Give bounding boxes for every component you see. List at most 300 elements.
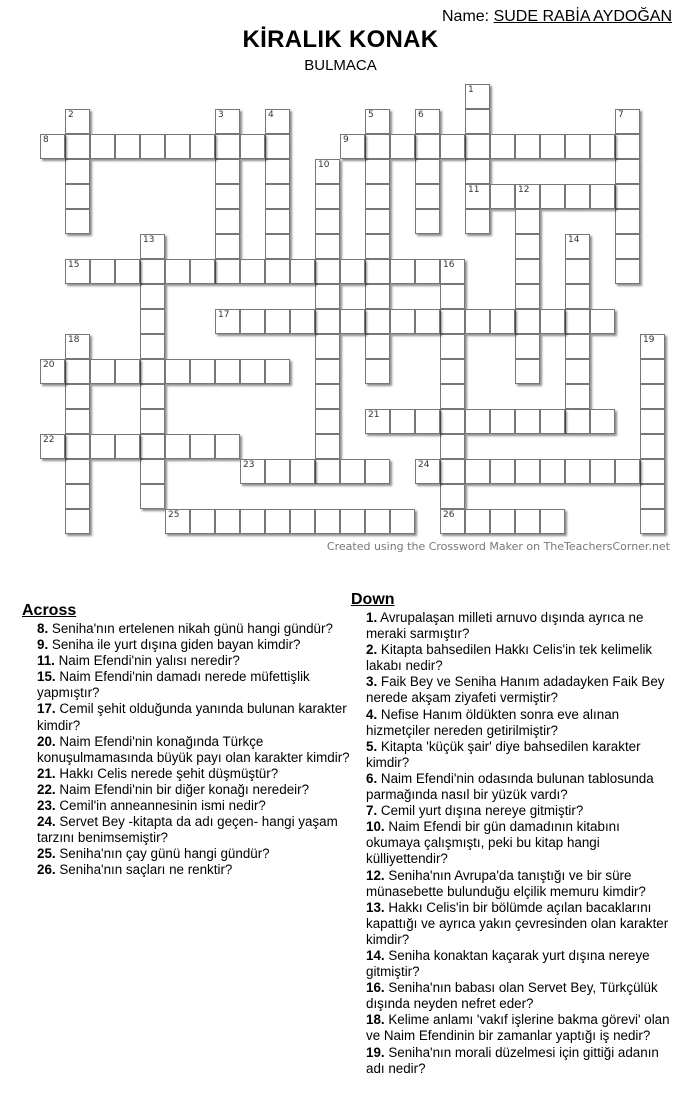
grid-cell[interactable]	[115, 359, 140, 384]
clue-text: Servet Bey -kitapta da adı geçen- hangi yaşam tarzını benimsemiştir?	[37, 814, 338, 846]
clue-text: Cemil şehit olduğunda yanında bulunan karakter kimdir?	[37, 701, 347, 733]
grid-cell[interactable]	[190, 259, 215, 284]
grid-cell[interactable]	[140, 284, 165, 309]
grid-cell[interactable]	[315, 384, 340, 409]
grid-cell[interactable]	[640, 409, 665, 434]
clue-number: 4.	[366, 706, 378, 722]
grid-cell[interactable]	[40, 359, 65, 384]
cell-number: 3	[218, 110, 224, 120]
grid-cell[interactable]	[415, 134, 440, 159]
grid-cell[interactable]	[490, 309, 515, 334]
clue-text: Avrupalaşan milleti arnuvo dışında ayrıca ne meraki sarmıştır?	[366, 610, 644, 642]
grid-cell[interactable]	[440, 384, 465, 409]
grid-cell[interactable]	[365, 459, 390, 484]
grid-cell[interactable]	[140, 384, 165, 409]
grid-cell[interactable]	[215, 109, 240, 134]
grid-cell[interactable]	[565, 459, 590, 484]
grid-cell[interactable]	[390, 259, 415, 284]
grid-cell[interactable]	[315, 309, 340, 334]
clue-number: 8.	[37, 621, 49, 636]
grid-cell[interactable]	[90, 359, 115, 384]
grid-cell[interactable]	[90, 259, 115, 284]
grid-cell[interactable]	[365, 184, 390, 209]
grid-cell[interactable]	[240, 359, 265, 384]
grid-cell[interactable]	[515, 234, 540, 259]
grid-cell[interactable]	[340, 259, 365, 284]
clue-text: Seniha'nın saçları ne renktir?	[55, 862, 233, 878]
cell-number: 8	[43, 135, 49, 145]
cell-number: 19	[643, 335, 655, 345]
grid-cell[interactable]	[415, 459, 440, 484]
grid-cell[interactable]	[490, 184, 515, 209]
grid-cell[interactable]	[265, 309, 290, 334]
clue-text: Nefise Hanım öldükten sonra eve alınan hizmetçiler nereden getirilmiştir?	[366, 706, 620, 738]
grid-cell[interactable]	[65, 509, 90, 534]
grid-cell[interactable]	[515, 334, 540, 359]
grid-cell[interactable]	[215, 209, 240, 234]
grid-cell[interactable]	[565, 134, 590, 159]
cell-number: 4	[268, 110, 274, 120]
grid-cell[interactable]	[415, 109, 440, 134]
down-clue	[351, 739, 676, 771]
clue-number: 16.	[366, 980, 385, 996]
across-clue	[22, 701, 352, 733]
grid-cell[interactable]	[315, 434, 340, 459]
clue-text: Seniha'nın çay günü hangi gündür?	[55, 846, 270, 862]
across-clue	[22, 653, 352, 669]
grid-cell[interactable]	[440, 434, 465, 459]
grid-cell[interactable]	[215, 309, 240, 334]
clue-number: 14.	[366, 947, 385, 963]
clue-text: Faik Bey ve Seniha Hanım adadayken Faik Bey nerede akşam ziyafeti vermiştir?	[366, 674, 665, 706]
grid-cell[interactable]	[240, 259, 265, 284]
grid-cell[interactable]	[615, 134, 640, 159]
grid-cell[interactable]	[190, 359, 215, 384]
grid-cell[interactable]	[515, 184, 540, 209]
grid-cell[interactable]	[140, 259, 165, 284]
grid-cell[interactable]	[615, 184, 640, 209]
grid-cell[interactable]	[265, 259, 290, 284]
grid-cell[interactable]	[565, 359, 590, 384]
cell-number: 26	[443, 510, 455, 520]
grid-cell[interactable]	[365, 109, 390, 134]
grid-cell[interactable]	[440, 134, 465, 159]
clue-text: Seniha'nın morali düzelmesi için gittiği adanın adı nedir?	[366, 1044, 659, 1076]
down-clue	[351, 948, 676, 980]
grid-cell[interactable]	[90, 134, 115, 159]
cell-number: 15	[68, 260, 80, 270]
grid-cell[interactable]	[590, 409, 615, 434]
grid-cell[interactable]	[140, 134, 165, 159]
across-clue	[22, 814, 352, 846]
clue-number: 12.	[366, 867, 385, 883]
cell-number: 10	[318, 160, 330, 170]
grid-cell[interactable]	[140, 434, 165, 459]
grid-cell[interactable]	[540, 509, 565, 534]
grid-cell[interactable]	[265, 209, 290, 234]
grid-cell[interactable]	[515, 459, 540, 484]
grid-cell[interactable]	[165, 259, 190, 284]
grid-cell[interactable]	[540, 409, 565, 434]
grid-cell[interactable]	[465, 134, 490, 159]
grid-cell[interactable]	[465, 459, 490, 484]
grid-cell[interactable]	[65, 484, 90, 509]
across-clue	[22, 637, 352, 653]
crossword-grid	[0, 0, 681, 540]
grid-cell[interactable]	[40, 434, 65, 459]
grid-cell[interactable]	[390, 509, 415, 534]
down-clue	[351, 819, 676, 867]
across-clue	[22, 669, 352, 701]
down-clue	[351, 771, 676, 803]
clue-text: Hakkı Celis nerede şehit düşmüştür?	[55, 765, 279, 781]
grid-cell[interactable]	[365, 259, 390, 284]
grid-cell[interactable]	[315, 234, 340, 259]
grid-cell[interactable]	[165, 359, 190, 384]
grid-cell[interactable]	[565, 409, 590, 434]
grid-cell[interactable]	[390, 134, 415, 159]
grid-cell[interactable]	[515, 359, 540, 384]
cell-number: 25	[168, 510, 180, 520]
clue-number: 11.	[37, 653, 55, 669]
cell-number: 14	[568, 235, 580, 245]
grid-cell[interactable]	[640, 509, 665, 534]
clue-number: 10.	[366, 819, 385, 835]
cell-number: 23	[243, 460, 255, 470]
clue-text: Naim Efendi'nin damadı nerede müfettişlik yapmıştır?	[37, 669, 310, 701]
grid-cell[interactable]	[315, 459, 340, 484]
grid-cell[interactable]	[240, 459, 265, 484]
grid-cell[interactable]	[315, 259, 340, 284]
grid-cell[interactable]	[415, 209, 440, 234]
cell-number: 17	[218, 310, 230, 320]
grid-cell[interactable]	[465, 184, 490, 209]
page-subtitle: BULMACA	[304, 57, 377, 74]
grid-cell[interactable]	[565, 334, 590, 359]
grid-cell[interactable]	[290, 309, 315, 334]
grid-cell[interactable]	[365, 509, 390, 534]
grid-cell[interactable]	[190, 434, 215, 459]
grid-cell[interactable]	[465, 159, 490, 184]
grid-cell[interactable]	[515, 134, 540, 159]
grid-cell[interactable]	[115, 259, 140, 284]
grid-cell[interactable]	[215, 359, 240, 384]
grid-cell[interactable]	[440, 334, 465, 359]
grid-cell[interactable]	[415, 159, 440, 184]
grid-cell[interactable]	[265, 109, 290, 134]
grid-cell[interactable]	[365, 234, 390, 259]
grid-cell[interactable]	[590, 309, 615, 334]
grid-cell[interactable]	[440, 484, 465, 509]
grid-cell[interactable]	[640, 359, 665, 384]
grid-cell[interactable]	[165, 434, 190, 459]
grid-cell[interactable]	[615, 459, 640, 484]
grid-cell[interactable]	[615, 109, 640, 134]
grid-cell[interactable]	[615, 209, 640, 234]
grid-cell[interactable]	[240, 309, 265, 334]
grid-cell[interactable]	[490, 409, 515, 434]
grid-cell[interactable]	[65, 109, 90, 134]
cell-number: 12	[518, 185, 530, 195]
cell-number: 21	[368, 410, 380, 420]
grid-cell[interactable]	[165, 134, 190, 159]
grid-cell[interactable]	[315, 284, 340, 309]
clue-number: 21.	[37, 765, 56, 781]
grid-cell[interactable]	[65, 434, 90, 459]
grid-cell[interactable]	[115, 134, 140, 159]
grid-cell[interactable]	[140, 484, 165, 509]
grid-cell[interactable]	[440, 359, 465, 384]
grid-cell[interactable]	[540, 309, 565, 334]
grid-cell[interactable]	[615, 159, 640, 184]
grid-cell[interactable]	[465, 209, 490, 234]
grid-cell[interactable]	[65, 184, 90, 209]
down-heading: Down	[351, 591, 395, 608]
grid-cell[interactable]	[365, 409, 390, 434]
grid-cell[interactable]	[215, 184, 240, 209]
clue-text: Seniha konaktan kaçarak yurt dışına nereye gitmiştir?	[366, 947, 650, 980]
grid-cell[interactable]	[415, 309, 440, 334]
clue-number: 23.	[37, 798, 56, 814]
grid-cell[interactable]	[590, 184, 615, 209]
grid-cell[interactable]	[540, 134, 565, 159]
grid-cell[interactable]	[640, 384, 665, 409]
grid-cell[interactable]	[465, 509, 490, 534]
grid-cell[interactable]	[415, 259, 440, 284]
grid-cell[interactable]	[365, 159, 390, 184]
down-clue-list	[351, 610, 676, 1077]
grid-cell[interactable]	[340, 309, 365, 334]
grid-cell[interactable]	[390, 309, 415, 334]
clue-number: 26.	[37, 862, 56, 878]
grid-cell[interactable]	[565, 284, 590, 309]
cell-number: 22	[43, 435, 55, 445]
grid-cell[interactable]	[65, 359, 90, 384]
grid-cell[interactable]	[65, 259, 90, 284]
grid-cell[interactable]	[215, 509, 240, 534]
grid-cell[interactable]	[240, 509, 265, 534]
grid-cell[interactable]	[265, 359, 290, 384]
grid-cell[interactable]	[65, 459, 90, 484]
clue-text: Cemil'in anneannesinin ismi nedir?	[55, 798, 266, 814]
grid-cell[interactable]	[240, 134, 265, 159]
clue-text: Kelime anlamı 'vakıf işlerine bakma görevi' olan ve Naim Efendinin bir zamanlar yaptığı iş nedir?	[366, 1012, 670, 1044]
grid-cell[interactable]	[365, 284, 390, 309]
grid-cell[interactable]	[640, 459, 665, 484]
grid-cell[interactable]	[515, 209, 540, 234]
down-clue	[351, 1045, 676, 1077]
grid-cell[interactable]	[65, 384, 90, 409]
grid-cell[interactable]	[440, 459, 465, 484]
grid-cell[interactable]	[90, 434, 115, 459]
grid-cell[interactable]	[190, 509, 215, 534]
down-clue	[351, 900, 676, 948]
grid-cell[interactable]	[440, 309, 465, 334]
grid-cell[interactable]	[340, 459, 365, 484]
grid-cell[interactable]	[590, 459, 615, 484]
grid-cell[interactable]	[515, 409, 540, 434]
cell-number: 24	[418, 460, 430, 470]
across-clue	[22, 766, 352, 782]
grid-cell[interactable]	[340, 509, 365, 534]
grid-cell[interactable]	[640, 434, 665, 459]
clue-number: 25.	[37, 846, 56, 862]
down-clue	[351, 1012, 676, 1044]
grid-cell[interactable]	[215, 434, 240, 459]
cell-number: 5	[368, 110, 374, 120]
cell-number: 9	[343, 135, 349, 145]
grid-cell[interactable]	[440, 409, 465, 434]
grid-cell[interactable]	[415, 184, 440, 209]
grid-cell[interactable]	[65, 209, 90, 234]
grid-cell[interactable]	[265, 459, 290, 484]
grid-cell[interactable]	[215, 234, 240, 259]
grid-cell[interactable]	[40, 134, 65, 159]
grid-cell[interactable]	[365, 359, 390, 384]
grid-cell[interactable]	[390, 409, 415, 434]
across-clue	[22, 734, 352, 766]
grid-cell[interactable]	[140, 409, 165, 434]
grid-cell[interactable]	[315, 409, 340, 434]
grid-cell[interactable]	[140, 334, 165, 359]
grid-cell[interactable]	[515, 509, 540, 534]
grid-cell[interactable]	[65, 134, 90, 159]
down-clue	[351, 674, 676, 706]
grid-cell[interactable]	[215, 134, 240, 159]
grid-cell[interactable]	[565, 309, 590, 334]
grid-cell[interactable]	[165, 509, 190, 534]
grid-cell[interactable]	[190, 134, 215, 159]
cell-number: 20	[43, 360, 55, 370]
grid-cell[interactable]	[315, 334, 340, 359]
clue-number: 15.	[37, 669, 56, 685]
clue-text: Naim Efendi'nin konağında Türkçe konuşulmamasında büyük payı olan karakter kimdir?	[37, 733, 350, 765]
grid-cell[interactable]	[515, 284, 540, 309]
grid-cell[interactable]	[290, 459, 315, 484]
grid-cell[interactable]	[365, 309, 390, 334]
cell-number: 13	[143, 235, 155, 245]
across-clue	[22, 782, 352, 798]
grid-cell[interactable]	[515, 259, 540, 284]
clue-number: 2.	[366, 642, 378, 658]
grid-cell[interactable]	[590, 134, 615, 159]
clue-number: 19.	[366, 1044, 385, 1060]
grid-cell[interactable]	[140, 234, 165, 259]
cell-number: 1	[468, 85, 474, 95]
grid-cell[interactable]	[140, 459, 165, 484]
grid-cell[interactable]	[490, 509, 515, 534]
grid-cell[interactable]	[440, 259, 465, 284]
grid-cell[interactable]	[115, 434, 140, 459]
clue-text: Seniha ile yurt dışına giden bayan kimdir?	[48, 637, 301, 653]
clue-text: Naim Efendi'nin bir diğer konağı neredeir?	[55, 781, 310, 797]
grid-cell[interactable]	[340, 134, 365, 159]
across-clue-list	[22, 621, 352, 879]
clue-text: Seniha'nın babası olan Servet Bey, Türkçülük dışında neyden nefret eder?	[366, 980, 658, 1012]
cell-number: 18	[68, 335, 80, 345]
grid-cell[interactable]	[265, 184, 290, 209]
grid-cell[interactable]	[65, 159, 90, 184]
grid-cell[interactable]	[465, 109, 490, 134]
grid-cell[interactable]	[365, 134, 390, 159]
cell-number: 6	[418, 110, 424, 120]
grid-cell[interactable]	[315, 184, 340, 209]
clue-text: Hakkı Celis'in bir bölümde açılan bacaklarını kapattığı ve ayrıca yakın çevresinden olan karakter kimdir?	[366, 899, 669, 947]
grid-cell[interactable]	[640, 484, 665, 509]
grid-cell[interactable]	[440, 509, 465, 534]
grid-cell[interactable]	[515, 309, 540, 334]
grid-cell[interactable]	[465, 409, 490, 434]
grid-cell[interactable]	[315, 359, 340, 384]
grid-cell[interactable]	[565, 184, 590, 209]
grid-cell[interactable]	[215, 159, 240, 184]
grid-cell[interactable]	[315, 209, 340, 234]
grid-cell[interactable]	[565, 259, 590, 284]
grid-cell[interactable]	[365, 209, 390, 234]
grid-cell[interactable]	[365, 334, 390, 359]
down-clue	[351, 868, 676, 900]
grid-cell[interactable]	[265, 509, 290, 534]
clue-number: 7.	[366, 803, 378, 819]
grid-cell[interactable]	[140, 309, 165, 334]
across-clue	[22, 846, 352, 862]
clue-number: 3.	[366, 674, 378, 690]
grid-cell[interactable]	[565, 234, 590, 259]
grid-cell[interactable]	[65, 409, 90, 434]
grid-cell[interactable]	[265, 134, 290, 159]
grid-cell[interactable]	[65, 334, 90, 359]
clue-text: Naim Efendi'nin odasında bulunan tablosunda parmağında nasıl bir yüzük vardı?	[366, 770, 654, 803]
across-clue	[22, 798, 352, 814]
down-clue	[351, 610, 676, 642]
grid-cell[interactable]	[490, 459, 515, 484]
clue-number: 24.	[37, 814, 56, 830]
grid-cell[interactable]	[615, 234, 640, 259]
grid-cell[interactable]	[140, 359, 165, 384]
grid-cell[interactable]	[490, 134, 515, 159]
down-clue	[351, 803, 676, 819]
clue-number: 17.	[37, 701, 56, 717]
across-clue	[22, 862, 352, 878]
grid-cell[interactable]	[290, 259, 315, 284]
grid-cell[interactable]	[315, 509, 340, 534]
grid-cell[interactable]	[640, 334, 665, 359]
grid-cell[interactable]	[540, 184, 565, 209]
across-heading: Across	[22, 602, 77, 619]
grid-cell[interactable]	[265, 234, 290, 259]
clue-number: 13.	[366, 899, 385, 915]
grid-cell[interactable]	[290, 509, 315, 534]
grid-cell[interactable]	[540, 459, 565, 484]
grid-cell[interactable]	[315, 159, 340, 184]
grid-cell[interactable]	[215, 259, 240, 284]
grid-cell[interactable]	[415, 409, 440, 434]
grid-cell[interactable]	[265, 159, 290, 184]
name-value: SUDE RABİA AYDOĞAN	[493, 8, 672, 25]
credit-text: Created using the Crossword Maker on TheTeachersCorner.net	[326, 540, 670, 553]
down-clue	[351, 980, 676, 1012]
clue-text: Kitapta bahsedilen Hakkı Celis'in tek kelimelik lakabı nedir?	[366, 642, 653, 674]
grid-cell[interactable]	[615, 259, 640, 284]
clue-number: 6.	[366, 770, 378, 786]
grid-cell[interactable]	[465, 309, 490, 334]
clue-text: Kitapta 'küçük şair' diye bahsedilen karakter kimdir?	[366, 738, 641, 770]
grid-cell[interactable]	[440, 284, 465, 309]
grid-cell[interactable]	[565, 384, 590, 409]
cell-number: 16	[443, 260, 455, 270]
grid-cell[interactable]	[465, 84, 490, 109]
clue-text: Cemil yurt dışına nereye gitmiştir?	[377, 803, 584, 819]
